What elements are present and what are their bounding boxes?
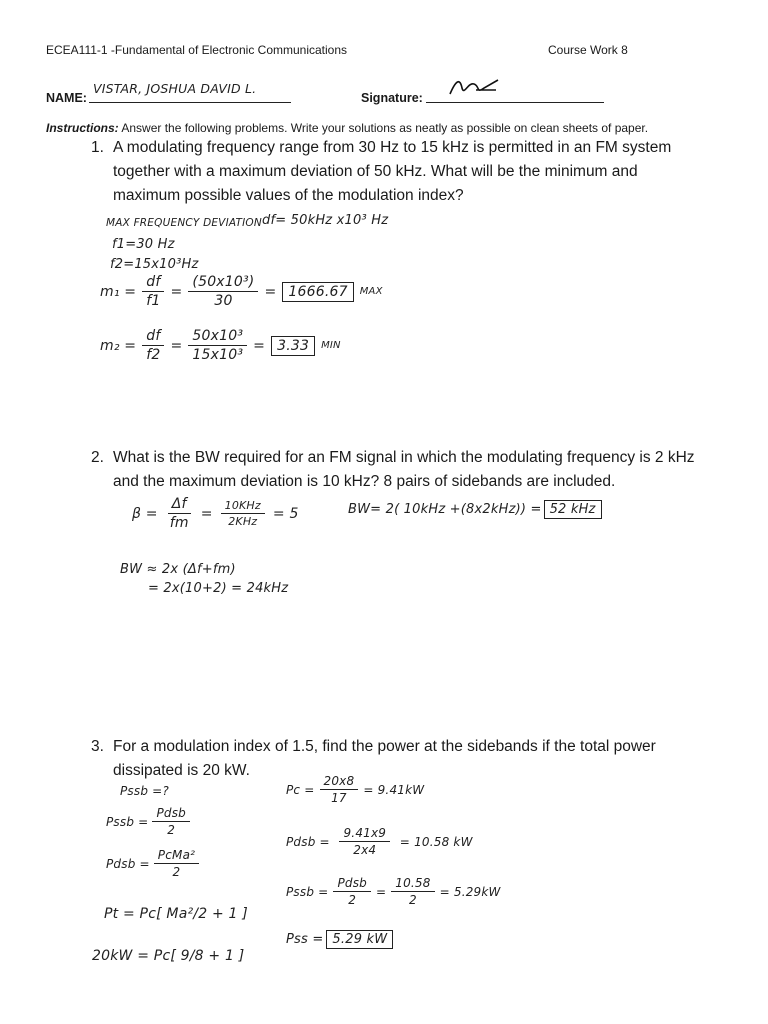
- p2-beta-num2: 10KHz: [221, 499, 265, 514]
- p1-m2-lhs: m₂ =: [100, 337, 137, 354]
- p1-f2: f2=15x10³Hz: [110, 257, 199, 272]
- p2-beta-lhs: β =: [132, 505, 158, 522]
- p1-m1-lhs: m₁ =: [100, 283, 137, 300]
- p3-a3-den: 2: [172, 865, 181, 879]
- problem-3-number: 3.: [91, 738, 104, 755]
- p1-m1-frac-1: [142, 274, 164, 309]
- p3-b2-num: 9.41x9: [339, 826, 390, 842]
- p3-a3-num: PcMa²: [154, 848, 199, 864]
- p3-b3-eq: =: [375, 884, 387, 899]
- p3-a5: 20kW = Pc[ 9/8 + 1 ]: [92, 948, 245, 964]
- p2-bw2-line-2: = 2x(10+2) = 24kHz: [148, 581, 289, 596]
- p1-m1-eq2: =: [264, 283, 277, 300]
- p1-m2-tag: MIN: [321, 340, 341, 351]
- instructions-label: Instructions:: [46, 121, 119, 135]
- p3-b2-frac: [335, 826, 395, 857]
- p3-b3-num1: Pdsb: [333, 876, 371, 892]
- p1-m1-den2: 30: [214, 293, 233, 309]
- p3-a2-frac: [152, 806, 190, 837]
- p1-m1-num2: (50x10³): [188, 274, 258, 292]
- p1-m2-eq2: =: [253, 337, 266, 354]
- p3-b3-lhs: Pssb =: [286, 884, 329, 899]
- p2-beta-frac-2: [221, 499, 265, 528]
- p3-a1: Pssb =?: [120, 784, 169, 798]
- p3-b2-result: = 10.58 kW: [399, 834, 473, 849]
- p2-beta-den: fm: [169, 515, 189, 531]
- problem-3-line-1: For a modulation index of 1.5, find the power at the sidebands if the total power: [113, 738, 656, 755]
- p1-f1: f1=30 Hz: [112, 237, 175, 252]
- problem-2-text: [113, 446, 695, 494]
- problem-1-line-1: A modulating frequency range from 30 Hz to 15 kHz is permitted in an FM system: [113, 139, 672, 156]
- instructions: [46, 121, 648, 135]
- p2-bw-lhs: BW= 2( 10kHz +(8x2kHz)) =: [348, 502, 542, 517]
- p3-a2-den: 2: [167, 823, 176, 837]
- name-label: NAME:: [46, 91, 87, 105]
- p3-a2-lhs: Pssb =: [106, 814, 149, 829]
- p1-given-label: MAX FREQUENCY DEVIATION: [106, 217, 262, 229]
- p1-m1-tag: MAX: [359, 286, 383, 297]
- p1-m1-eq: =: [170, 283, 183, 300]
- p2-bw-result: 52 kHz: [544, 500, 602, 519]
- p3-a3-lhs: Pdsb =: [106, 856, 150, 871]
- p3-b2-den: 2x4: [353, 843, 377, 857]
- p3-a4: Pt = Pc[ Ma²/2 + 1 ]: [104, 906, 248, 922]
- problem-1-number: 1.: [91, 139, 104, 156]
- problem-2-line-2: and the maximum deviation is 10 kHz? 8 pairs of sidebands are included.: [113, 473, 616, 490]
- p3-b4-result: 5.29 kW: [326, 930, 393, 949]
- p1-m1-result: 1666.67: [282, 282, 353, 302]
- p3-b4-lhs: Pss =: [286, 932, 324, 947]
- p3-b3-num2: 10.58: [391, 876, 434, 892]
- instructions-text: Answer the following problems. Write your solutions as neatly as possible on clean sheets of paper.: [121, 121, 649, 135]
- p2-beta-eq: =: [200, 505, 213, 522]
- name-field: [89, 78, 291, 103]
- p1-m2-num: df: [142, 328, 164, 346]
- p2-beta-num: Δf: [168, 496, 191, 514]
- p1-m2-den: f2: [146, 347, 161, 363]
- p2-beta-equation: [132, 496, 299, 531]
- p1-m2-num2: 50x10³: [188, 328, 247, 346]
- p3-b1-den: 17: [331, 791, 347, 805]
- p1-m1-equation: [100, 274, 383, 309]
- problem-1-text: [113, 136, 671, 208]
- p3-b4-equation: [286, 930, 393, 949]
- p2-beta-result: = 5: [272, 505, 299, 522]
- p1-m1-num: df: [142, 274, 164, 292]
- problem-3-line-2: dissipated is 20 kW.: [113, 762, 250, 779]
- name-value: VISTAR, JOSHUA DAVID L.: [93, 81, 257, 96]
- p3-b3-result: = 5.29kW: [439, 884, 501, 899]
- p1-m2-frac-1: [142, 328, 164, 363]
- p1-m1-frac-2: [188, 274, 258, 309]
- p3-b1-lhs: Pc =: [286, 782, 315, 797]
- p3-b1-num: 20x8: [320, 774, 359, 790]
- p1-m2-result: 3.33: [271, 336, 315, 356]
- p3-b3-frac-1: [333, 876, 371, 907]
- p2-beta-den2: 2KHz: [228, 515, 258, 528]
- p3-b1-equation: [286, 774, 424, 805]
- p2-beta-frac-1: [166, 496, 193, 531]
- p1-m1-den: f1: [146, 293, 161, 309]
- p1-m2-eq: =: [170, 337, 183, 354]
- signature-field: [426, 80, 604, 103]
- p3-a2-equation: [106, 806, 190, 837]
- signature-label: Signature:: [361, 91, 423, 105]
- p1-m2-frac-2: [188, 328, 247, 363]
- p3-b3-equation: [286, 876, 501, 907]
- coursework-label: Course Work 8: [548, 43, 628, 57]
- p3-a2-num: Pdsb: [152, 806, 190, 822]
- p3-b1-frac: [320, 774, 359, 805]
- p3-b1-result: = 9.41kW: [363, 782, 425, 797]
- p3-a3-equation: [106, 848, 199, 879]
- p2-bw2-line-1: BW ≈ 2x (Δf+fm): [120, 562, 236, 577]
- p3-b3-frac-2: [391, 876, 434, 907]
- problem-1-line-3: maximum possible values of the modulation index?: [113, 187, 464, 204]
- p1-given-eq: df= 50kHz x10³ Hz: [262, 213, 389, 228]
- problem-1-line-2: together with a maximum deviation of 50 kHz. What will be the minimum and: [113, 163, 638, 180]
- p2-bw-equation: [348, 500, 602, 519]
- p3-b3-den1: 2: [348, 893, 357, 907]
- problem-2-number: 2.: [91, 449, 104, 466]
- p3-b2-lhs: Pdsb =: [286, 834, 330, 849]
- p1-m2-equation: [100, 328, 341, 363]
- problem-2-line-1: What is the BW required for an FM signal in which the modulating frequency is 2 kHz: [113, 449, 695, 466]
- p3-b3-den2: 2: [408, 893, 417, 907]
- course-title: ECEA111-1 -Fundamental of Electronic Communications: [46, 43, 348, 57]
- p1-m2-den2: 15x10³: [192, 347, 244, 363]
- signature-scribble: [446, 76, 506, 100]
- p3-a3-frac: [154, 848, 199, 879]
- p3-b2-equation: [286, 826, 473, 857]
